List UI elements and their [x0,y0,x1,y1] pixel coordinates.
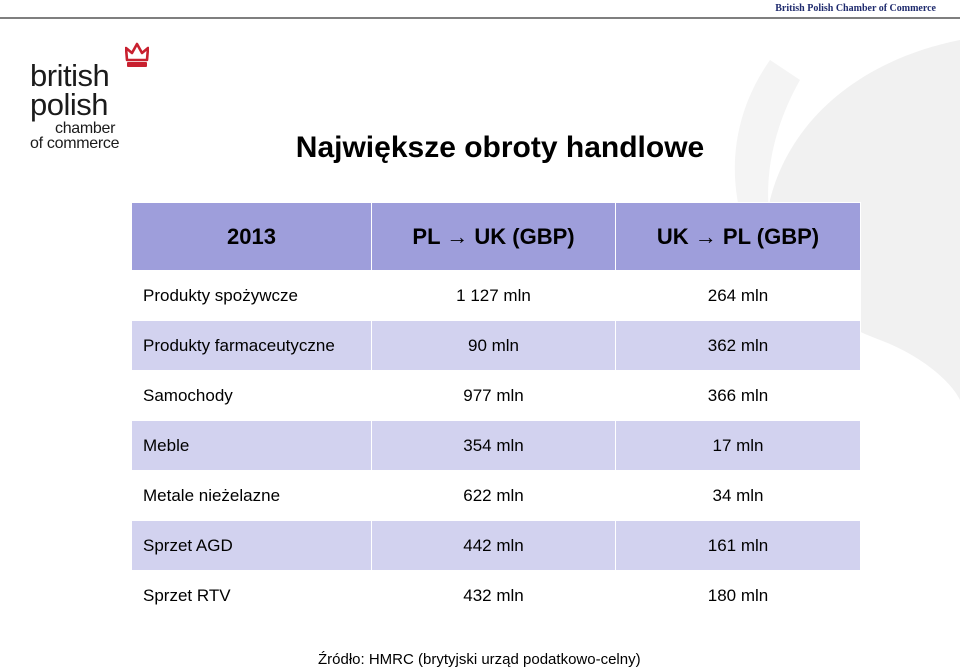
table-row [132,421,861,471]
uk-pl-value: 180 mln [616,571,861,621]
table-row [132,471,861,521]
product-name: Meble [132,421,372,471]
header-uk-pl: UK → PL (GBP) [616,203,861,271]
pl-uk-value: 1 127 mln [372,271,616,321]
product-name: Sprzet RTV [132,571,372,621]
product-name: Produkty farmaceutyczne [132,321,372,371]
trade-table [131,202,861,621]
pl-uk-value: 432 mln [372,571,616,621]
pl-uk-value: 622 mln [372,471,616,521]
table-row [132,321,861,371]
header-year: 2013 [132,203,372,271]
product-name: Produkty spożywcze [132,271,372,321]
logo-word-polish: polish [30,87,108,122]
product-name: Sprzet AGD [132,521,372,571]
table-row [132,571,861,621]
pl-uk-value: 354 mln [372,421,616,471]
header-bar [0,0,960,18]
source-note: Źródło: HMRC (brytyjski urząd podatkowo-celny) [318,651,641,668]
uk-pl-value: 34 mln [616,471,861,521]
product-name: Metale nieżelazne [132,471,372,521]
crown-icon [125,42,149,68]
product-name: Samochody [132,371,372,421]
pl-uk-value: 90 mln [372,321,616,371]
uk-pl-value: 264 mln [616,271,861,321]
header-divider [0,17,960,19]
table-header-row [132,203,861,271]
page-title: Największe obroty handlowe [295,131,705,164]
uk-pl-value: 161 mln [616,521,861,571]
uk-pl-value: 17 mln [616,421,861,471]
pl-uk-value: 442 mln [372,521,616,571]
logo-word-commerce: of commerce [30,135,120,152]
uk-pl-value: 362 mln [616,321,861,371]
uk-pl-value: 366 mln [616,371,861,421]
logo-word-british: british [30,58,110,93]
table-row [132,521,861,571]
org-name-header: British Polish Chamber of Commerce [775,3,936,14]
pl-uk-value: 977 mln [372,371,616,421]
table-row [132,271,861,321]
header-pl-uk: PL → UK (GBP) [372,203,616,271]
logo-word-chamber: chamber [55,120,116,137]
table-row [132,371,861,421]
